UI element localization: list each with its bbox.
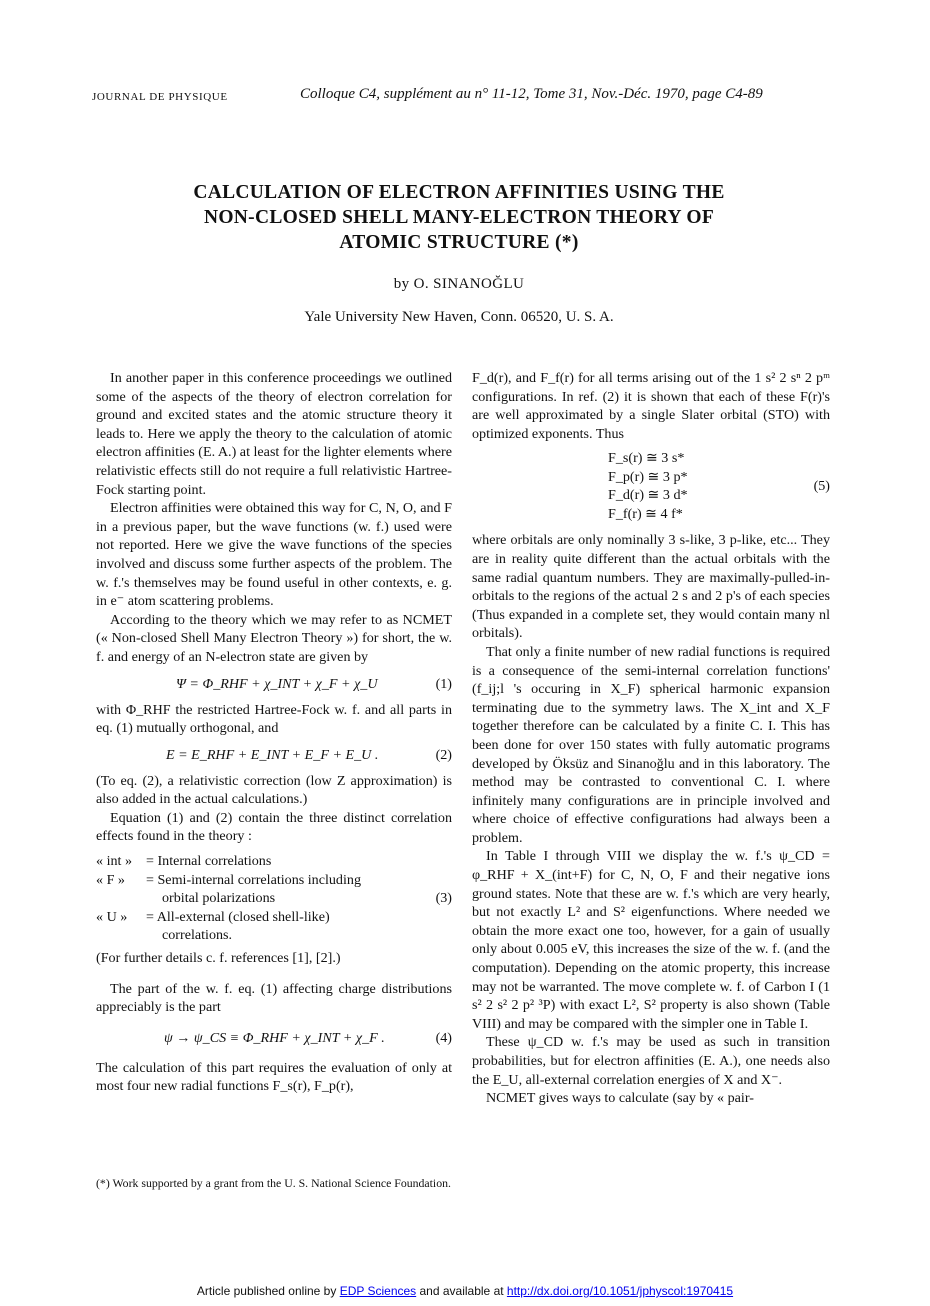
footer-middle: and available at bbox=[416, 1284, 507, 1298]
title-line: NON-CLOSED SHELL MANY-ELECTRON THEORY OF bbox=[203, 207, 715, 228]
definition-row bbox=[96, 908, 452, 927]
equation-expression: ψ → ψ_CS ≡ Φ_RHF + χ_INT + χ_F . bbox=[164, 1029, 385, 1046]
definition-label: « F » bbox=[96, 871, 125, 888]
definition-text: = Semi-internal correlations including bbox=[146, 871, 361, 888]
paragraph: According to the theory which we may refer to as NCMET (« Non-closed Shell Many Electron Theory ») for short, the w. f. and energy of an N-electron state are given by bbox=[96, 611, 452, 665]
footer-prefix: Article published online by bbox=[196, 1284, 340, 1298]
paragraph: NCMET gives ways to calculate (say by « pair- bbox=[486, 1090, 754, 1107]
author: by O. SINANOĞLU bbox=[393, 276, 525, 292]
equation-2 bbox=[96, 742, 452, 768]
paragraph: Electron affinities were obtained this way for C, N, O, and F in a previous paper, but the wave functions (w. f.) used were not reported. Here we give the wave functions of the species involved and discuss some further aspects of the problem. The w. f.'s themselves may be found useful in other contexts, e. g. in e⁻ atom scattering problems. bbox=[96, 500, 452, 610]
definition-row bbox=[96, 889, 452, 908]
column-left bbox=[96, 369, 452, 1096]
paragraph: The part of the w. f. eq. (1) affecting charge distributions appreciably is the part bbox=[96, 980, 452, 1016]
definition-text: orbital polarizations bbox=[162, 890, 276, 907]
definition-label: « int » bbox=[96, 853, 133, 870]
publisher-link[interactable]: EDP Sciences bbox=[339, 1284, 417, 1298]
title-line: ATOMIC STRUCTURE (*) bbox=[339, 232, 579, 253]
definition-text: = Internal correlations bbox=[146, 853, 272, 870]
affiliation: Yale University New Haven, Conn. 06520, U. S. A. bbox=[304, 309, 614, 325]
equation-4 bbox=[96, 1025, 452, 1051]
paragraph: The calculation of this part requires the evaluation of only at most four new radial functions F_s(r), F_p(r), bbox=[96, 1059, 452, 1095]
paragraph: where orbitals are only nominally 3 s-like, 3 p-like, etc... They are in reality quite different than the actual orbitals with the same radial quantum numbers. They are maximally-pulled-in-orbitals to the regions of the actual 2 s and 2 p's of each species (Thus expanded in a complete set, they would contain many nl orbitals). bbox=[472, 532, 830, 642]
definition-row bbox=[96, 926, 452, 945]
definition-row bbox=[96, 871, 452, 890]
column-right bbox=[472, 369, 830, 1108]
title-line: CALCULATION OF ELECTRON AFFINITIES USING THE bbox=[193, 182, 725, 203]
paragraph: with Φ_RHF the restricted Hartree-Fock w. f. and all parts in eq. (1) mutually orthogonal, and bbox=[96, 701, 452, 737]
equation-number: (1) bbox=[435, 675, 452, 692]
equation-expression: E = E_RHF + E_INT + E_F + E_U . bbox=[166, 746, 379, 763]
paragraph: F_d(r), and F_f(r) for all terms arising out of the 1 s² 2 sⁿ 2 pᵐ configurations. In ref. (2) it is shown that each of these F(r)'s are well approximated by a single Slater orbital (STO) with optimized exponents. Thus bbox=[472, 370, 830, 442]
doi-link[interactable]: http://dx.doi.org/10.1051/jphyscol:1970415 bbox=[506, 1284, 734, 1298]
paragraph: In another paper in this conference proceedings we outlined some of the aspects of the theory of electron correlation for ground and excited states and the atomic structure theory it leads to. Here we apply the theory to the calculation of atomic electron affinities (E. A.) at least for the lighter elements where relativistic effects still do not require a full relativistic Hartree-Fock starting point. bbox=[96, 370, 452, 498]
equation-number: (2) bbox=[435, 746, 452, 763]
paragraph: In Table I through VIII we display the w. f.'s ψ_CD = φ_RHF + X_(int+F) for C, N, O, F and their negative ions ground states. Note that these are w. f.'s which are very hearly, but not exactly L² and S² eigenfunctions. Where needed we obtain the more exact one too, however, for a gain of usually only about 0.005 eV, this increases the size of the w. f. (and the computation). Depending on the atomic property, this increase may not be warranted. The move complete w. f. of Carbon I (1 s² 2 s² 2 p² ³P) with exact L², S² property is also shown (Table VIII) and may be compared with the simpler one in Table I. bbox=[472, 848, 830, 1032]
equation-1 bbox=[96, 671, 452, 697]
equation-number: (5) bbox=[813, 478, 830, 495]
citation-line: Colloque C4, supplément au n° 11-12, Tome 31, Nov.-Déc. 1970, page C4-89 bbox=[300, 86, 763, 102]
equation-number: (4) bbox=[435, 1029, 452, 1046]
footnote: (*) Work supported by a grant from the U. S. National Science Foundation. bbox=[96, 1176, 451, 1190]
journal-name: JOURNAL DE PHYSIQUE bbox=[92, 91, 228, 103]
definition-text: correlations. bbox=[162, 927, 233, 944]
equation-number: (3) bbox=[435, 890, 452, 907]
equation-line: F_d(r) ≅ 3 d* bbox=[608, 487, 688, 504]
equation-expression: Ψ = Φ_RHF + χ_INT + χ_F + χ_U bbox=[176, 675, 378, 692]
definition-label: « U » bbox=[96, 908, 128, 925]
equation-line: F_p(r) ≅ 3 p* bbox=[608, 468, 688, 485]
paragraph: (To eq. (2), a relativistic correction (low Z approximation) is also added in the actual calculations.) bbox=[96, 772, 452, 808]
paragraph: Equation (1) and (2) contain the three distinct correlation effects found in the theory : bbox=[96, 809, 452, 845]
equation-5 bbox=[472, 447, 830, 527]
equation-line: F_f(r) ≅ 4 f* bbox=[608, 505, 683, 522]
equation-lines bbox=[608, 449, 688, 523]
equation-line: F_s(r) ≅ 3 s* bbox=[608, 450, 685, 467]
definition-text: = All-external (closed shell-like) bbox=[146, 908, 330, 925]
paragraph: That only a finite number of new radial functions is required is a consequence of the semi-internal correlation functions' (f_ij;l 's occuring in X_F) spherical harmonic expansion terminating due to the symmetry laws. The X_int and X_F together therefore can be calculated by a finite C. I. This has been done for over 150 states with fully automatic programs developed by Öksüz and Sinanoğlu and in this laboratory. The method may be contrasted to conventional C. I. where infinitely many configurations are in principle involved and where choice of effective configurations had always been a problem. bbox=[472, 643, 830, 846]
definition-row bbox=[96, 852, 452, 871]
paragraph: (For further details c. f. references [1], [2].) bbox=[96, 950, 341, 967]
publication-footer bbox=[0, 1284, 930, 1298]
paper-title bbox=[100, 180, 818, 255]
correlation-definitions bbox=[96, 852, 452, 945]
paragraph: These ψ_CD w. f.'s may be used as such in transition probabilities, but for electron affinities (E. A.), one needs also the E_U, all-external correlation energies of X and X⁻. bbox=[472, 1034, 830, 1088]
